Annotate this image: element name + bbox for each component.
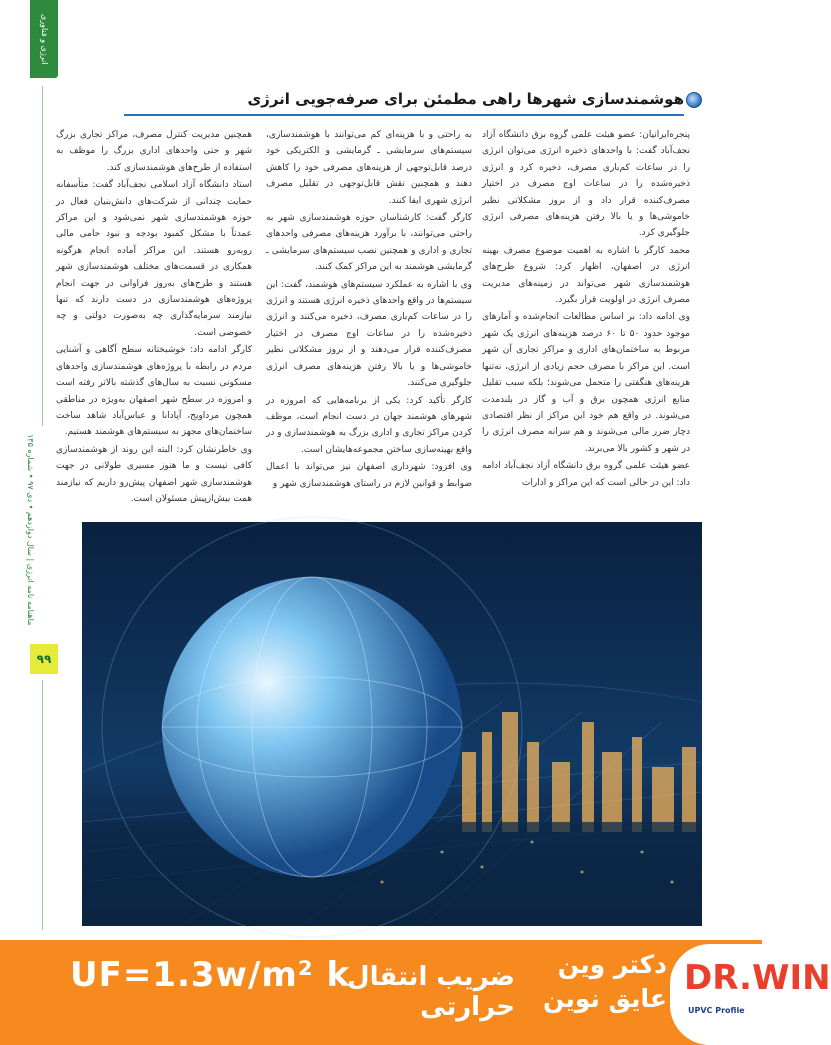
ad-brand-line-2: عایق نوین	[542, 984, 667, 1013]
paragraph: کارگر ادامه داد: خوشبختانه سطح آگاهی و آشنایی مردم در رابطه با پروژه‌های هوشمندسازی واحدهای مسکونی نسبت به سال‌های گذشته بالاتر رفته است و امروزه در سطح شهر اصفهان به‌ویژه در مناطقی همچون مرداویج، آپادانا و عباس‌آباد شاهد ساخت ساختمان‌های مجهز به سیستم‌های هوشمند هستیم.	[56, 345, 252, 438]
paragraph: وی با اشاره به عملکرد سیستم‌های هوشمند، گفت: این سیستم‌ها در واقع واحدهای ذخیره انرژی هستند و انرژی را در ساعات کم‌باری مصرف، ذخیره می‌کنند و انرژی ذخیره‌شده را در ساعات اوج مصرف در اختیار مصرف‌کننده قرار می‌دهند و از بروز مشکلاتی نظیر خاموشی‌ها و یا بالا رفتن هزینه‌های مصرف انرژی جلوگیری می‌کنند.	[266, 279, 472, 389]
ad-headline: ضریب انتقال حرارتی	[347, 962, 515, 1022]
paragraph: کارگر تأکید کرد: یکی از برنامه‌هایی که امروزه در شهرهای هوشمند جهان در دست انجام است، موظف کردن مراکز تجاری و اداری بزرگ به هوشمندسازی و در واقع بهینه‌سازی ساختن مجموعه‌هایشان است.	[266, 395, 472, 455]
section-tab	[30, 0, 58, 78]
paragraph: وی افزود: شهرداری اصفهان نیز می‌تواند با اعمال ضوابط و قوانین لازم در راستای هوشمندسازی شهر و	[266, 462, 472, 489]
side-divider	[42, 86, 43, 426]
logo-text: DR.WIN	[684, 958, 831, 998]
ad-brand-fa	[532, 948, 667, 1016]
issue-meta: ماهنامه نامه انرژی | سال دوازدهم • دی ۹۷ • شماره ۱۳۵	[26, 434, 35, 626]
logo-subtext: UPVC Profile	[688, 1006, 745, 1015]
article-column-2	[266, 127, 472, 493]
globe-icon	[686, 92, 702, 108]
paragraph: پنجره‌ایرانیان: عضو هیئت علمی گروه برق دانشگاه آزاد نجف‌آباد گفت: با واحدهای ذخیره انرژی می‌توان انرژی را در ساعات کم‌باری مصرف، ذخیره کرد و انرژی ذخیره‌شده را در ساعات اوج مصرف در اختیار مصرف‌کننده قرار داد و از بروز مشکلاتی نظیر خاموشی‌ها و یا بالا رفتن هزینه‌های مصرفی انرژی جلوگیری کرد.	[482, 130, 690, 239]
ad-formula: UF=1.3w/m² k	[70, 955, 351, 995]
paragraph: به راحتی و با هزینه‌ای کم می‌توانند با هوشمندسازی، سیستم‌های سرمایشی ـ گرمایشی و الکتریکی خود درصد قابل‌توجهی از هزینه‌های مصرفی خود را کاهش دهند و همچنین نقش قابل‌توجهی در تقلیل مصرف انرژی شهری ایفا کنند.	[266, 130, 472, 206]
section-label: انرژی و فناوری	[40, 13, 49, 65]
paragraph: وی ادامه داد: بر اساس مطالعات انجام‌شده و آمارهای موجود حدود ۵۰ تا ۶۰ درصد هزینه‌های انرژی یک شهر مربوط به ساختمان‌های اداری و مراکز تجاری آن شهر است. این مراکز با مصرف حجم زیادی از انرژی، نه‌تنها هزینه‌های هنگفتی را متحمل می‌شوند؛ بلکه سبب تقلیل منابع انرژی همچون برق و آب و گاز در بلندمدت می‌شوند. در واقع هم خود این مراکز از نظر اقتصادی دچار ضرر مالی می‌شوند و هم سرانه مصرف انرژی را در شهر و کشور بالا می‌برند.	[482, 312, 690, 454]
paragraph: عضو هیئت علمی گروه برق دانشگاه آزاد نجف‌آباد ادامه داد: این در حالی است که این مراکز و ادارات	[482, 461, 690, 488]
smart-city-illustration	[82, 522, 702, 926]
paragraph: محمد کارگر با اشاره به اهمیت موضوع مصرف بهینه انرژی در اصفهان، اظهار کرد: شروع طرح‌های هوشمندسازی شهر می‌تواند در زمینه‌های مدیریت مصرف انرژی در اولویت قرار بگیرد.	[482, 245, 690, 306]
paragraph: وی خاطرنشان کرد: البته این روند از هوشمندسازی کافی نیست و ما هنوز مسیری طولانی در جهت هوشمندسازی شهر اصفهان پیش‌رو داریم که نیازمند همت بیش‌ازپیش مسئولان است.	[56, 444, 252, 504]
side-divider	[42, 680, 43, 930]
page-number: ۹۹	[30, 644, 58, 674]
brand-logo	[670, 944, 831, 1045]
article-title: هوشمندسازی شهرها راهی مطمئن برای صرفه‌جویی انرژی	[124, 88, 684, 116]
article-column-1	[482, 127, 690, 492]
paragraph: استاد دانشگاه آزاد اسلامی نجف‌آباد گفت: متأسفانه حمایت چندانی از شرکت‌های دانش‌بنیان فعال در حوزه هوشمندسازی شهر نمی‌شود و این مراکز عمدتاً با مشکل کمبود بودجه و نبود حامی مالی روبه‌رو هستند. این مراکز آماده انجام هرگونه همکاری در قسمت‌های مختلف هوشمندسازی شهر هستند و طرح‌های به‌روز فراوانی در جهت انجام پروژه‌های هوشمندسازی در دست دارند که تنها نیازمند سرمایه‌گذاری چه به‌صورت دولتی و چه خصوصی است.	[56, 180, 252, 338]
paragraph: کارگر گفت: کارشناسان حوزه هوشمندسازی شهر به راحتی می‌توانند، با برآورد هزینه‌های مصرفی واحدهای تجاری و اداری و همچنین نصب سیستم‌های سرمایشی ـ گرمایشی هوشمند به این مراکز کمک کنند.	[266, 213, 472, 273]
smart-city-photo	[82, 522, 702, 926]
paragraph: همچنین مدیریت کنترل مصرف، مراکز تجاری بزرگ شهر و حتی واحدهای اداری بزرگ را موظف به استفاده از طرح‌های هوشمندسازی کند.	[56, 130, 252, 173]
article-column-3	[56, 127, 252, 508]
ad-brand-line-1: دکتر وین	[557, 950, 667, 979]
